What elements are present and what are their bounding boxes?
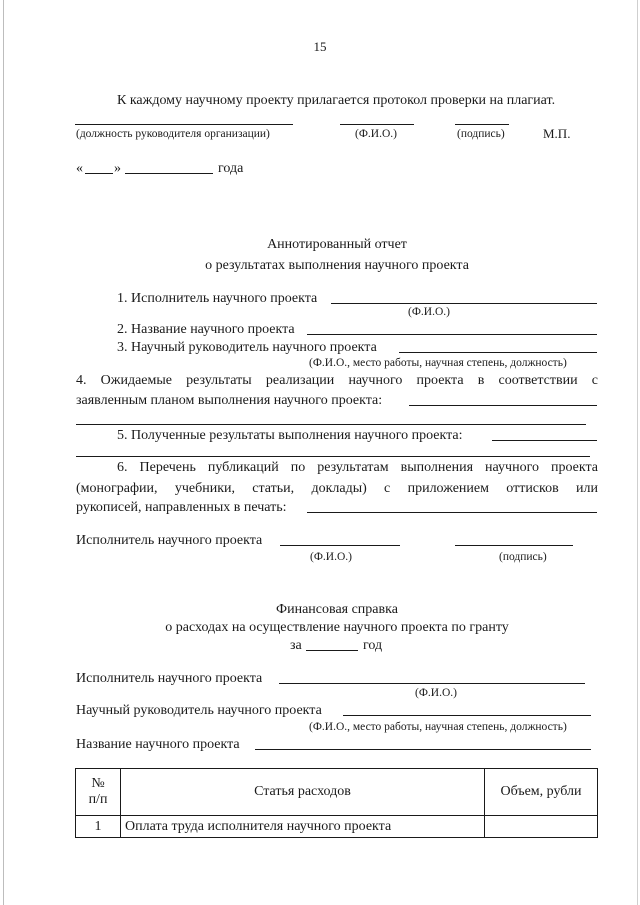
fin-supervisor-label: Научный руководитель научного проекта bbox=[76, 703, 322, 718]
financial-report-subtitle: о расходах на осуществление научного проекта по гранту bbox=[165, 620, 509, 635]
item4-line1: 4. Ожидаемые результаты реализации научного проекта в соответствии с bbox=[76, 373, 598, 388]
item6-line3: рукописей, направленных в печать: bbox=[76, 500, 287, 515]
item2-label: 2. Название научного проекта bbox=[117, 322, 295, 337]
stamp-label: М.П. bbox=[543, 126, 571, 141]
item6-line bbox=[307, 512, 597, 513]
executor-signature-hint: (подпись) bbox=[499, 551, 547, 563]
executor-fio-hint: (Ф.И.О.) bbox=[310, 551, 352, 563]
executor-signature-line bbox=[455, 545, 573, 546]
signature-line bbox=[455, 124, 509, 125]
item6-line1: 6. Перечень публикаций по результатам выполнения научного проекта bbox=[117, 460, 598, 475]
item5-label: 5. Полученные результаты выполнения научного проекта: bbox=[117, 428, 463, 443]
fio-line bbox=[340, 124, 414, 125]
item1-line bbox=[331, 303, 597, 304]
table-header-row bbox=[76, 769, 598, 816]
item1-label: 1. Исполнитель научного проекта bbox=[117, 291, 318, 306]
period-suffix: год bbox=[363, 638, 383, 653]
fio-hint: (Ф.И.О.) bbox=[355, 128, 397, 140]
fin-supervisor-line bbox=[343, 715, 591, 716]
item1-hint: (Ф.И.О.) bbox=[408, 306, 450, 318]
item6-line2: (монографии, учебники, статьи, доклады) с приложением оттисков или bbox=[76, 481, 598, 496]
executor-sign-label: Исполнитель научного проекта bbox=[76, 533, 263, 548]
annotated-report-subtitle: о результатах выполнения научного проекта bbox=[205, 258, 469, 273]
item4-line2: заявленным планом выполнения научного проекта: bbox=[76, 393, 383, 408]
position-hint: (должность руководителя организации) bbox=[76, 128, 270, 140]
item4-line-b bbox=[76, 424, 586, 425]
table-row bbox=[76, 816, 598, 838]
date-month-line bbox=[125, 173, 213, 174]
fin-executor-line bbox=[279, 683, 585, 684]
executor-fio-line bbox=[280, 545, 400, 546]
item4-line-a bbox=[409, 405, 597, 406]
plagiarism-note: К каждому научному проекту прилагается протокол проверки на плагиат. bbox=[117, 93, 556, 108]
expenses-table bbox=[75, 768, 598, 838]
row-item: Оплата труда исполнителя научного проекта bbox=[121, 816, 485, 838]
period-line bbox=[306, 650, 358, 651]
scan-edge-right bbox=[637, 0, 638, 905]
fin-project-name-line bbox=[255, 749, 591, 750]
col-item-header: Статья расходов bbox=[121, 769, 485, 816]
scan-edge-left bbox=[3, 0, 4, 905]
col-num-line1: № bbox=[91, 776, 105, 791]
fin-project-name-label: Название научного проекта bbox=[76, 737, 240, 752]
col-num-header bbox=[76, 769, 121, 816]
col-volume-header: Объем, рубли bbox=[485, 769, 598, 816]
item5-line-a bbox=[492, 440, 597, 441]
item3-hint: (Ф.И.О., место работы, научная степень, должность) bbox=[309, 357, 567, 369]
item3-label: 3. Научный руководитель научного проекта bbox=[117, 340, 377, 355]
date-open-quote: « bbox=[76, 161, 83, 176]
signature-hint: (подпись) bbox=[457, 128, 505, 140]
fin-executor-hint: (Ф.И.О.) bbox=[415, 687, 457, 699]
period-prefix: за bbox=[290, 638, 302, 653]
annotated-report-title: Аннотированный отчет bbox=[267, 237, 407, 252]
fin-executor-label: Исполнитель научного проекта bbox=[76, 671, 263, 686]
date-close-quote: » bbox=[114, 161, 121, 176]
page-number: 15 bbox=[313, 39, 327, 54]
item3-line bbox=[399, 352, 597, 353]
fin-supervisor-hint: (Ф.И.О., место работы, научная степень, должность) bbox=[309, 721, 567, 733]
position-line bbox=[75, 124, 293, 125]
financial-report-title: Финансовая справка bbox=[276, 602, 398, 617]
row-volume bbox=[485, 816, 598, 838]
date-day-line bbox=[85, 173, 113, 174]
item2-line bbox=[307, 334, 597, 335]
row-num: 1 bbox=[76, 816, 121, 838]
date-year-word: года bbox=[218, 161, 244, 176]
col-num-line2: п/п bbox=[88, 792, 108, 807]
